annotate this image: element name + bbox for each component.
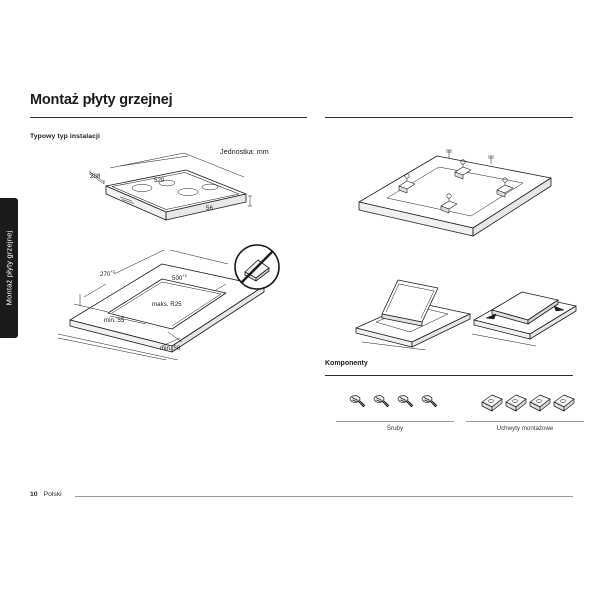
dim-height-56: 56	[206, 205, 213, 212]
screws-caption: Śruby	[386, 425, 404, 432]
page-footer	[30, 491, 62, 498]
brackets-caption-rule	[466, 421, 584, 422]
chapter-side-tab	[0, 198, 18, 338]
chapter-side-tab-label: Montaż płyty grzejnej	[4, 230, 14, 306]
components-title: Komponenty	[325, 360, 368, 367]
figure-bracket-mounting	[345, 140, 565, 250]
figure-hob-dimensions	[60, 150, 260, 250]
components-brackets-figure	[478, 388, 578, 416]
title-rule-right	[325, 117, 573, 118]
section-subtitle: Typowy typ instalacji	[30, 133, 100, 140]
figure-prohibition-badge	[228, 238, 286, 296]
figure-install-seated	[470, 262, 580, 348]
figure-install-tilt	[352, 258, 472, 350]
components-rule	[325, 375, 573, 376]
dim-radius-r25: maks. R25	[152, 301, 182, 308]
title-rule-left	[30, 117, 307, 118]
page-number: 10	[30, 491, 38, 498]
dim-cut-width-500: $500^{+1}$	[172, 273, 188, 283]
brackets-caption: Uchwyty montażowe	[496, 425, 554, 432]
dim-min-50: min. 50	[160, 345, 181, 352]
dim-min-55: min. 55	[104, 317, 125, 324]
dim-depth-288: 288	[90, 173, 101, 180]
page-title: Montaż płyty grzejnej	[30, 92, 173, 108]
screws-caption-rule	[336, 421, 454, 422]
unit-label: Jednostka: mm	[220, 147, 269, 156]
dim-cut-depth-270: $270^{+1}$	[100, 269, 116, 279]
components-screws-figure	[345, 390, 445, 416]
footer-rule	[75, 496, 573, 497]
footer-language: Polski	[43, 491, 62, 498]
dim-width-520: 520	[154, 177, 165, 184]
